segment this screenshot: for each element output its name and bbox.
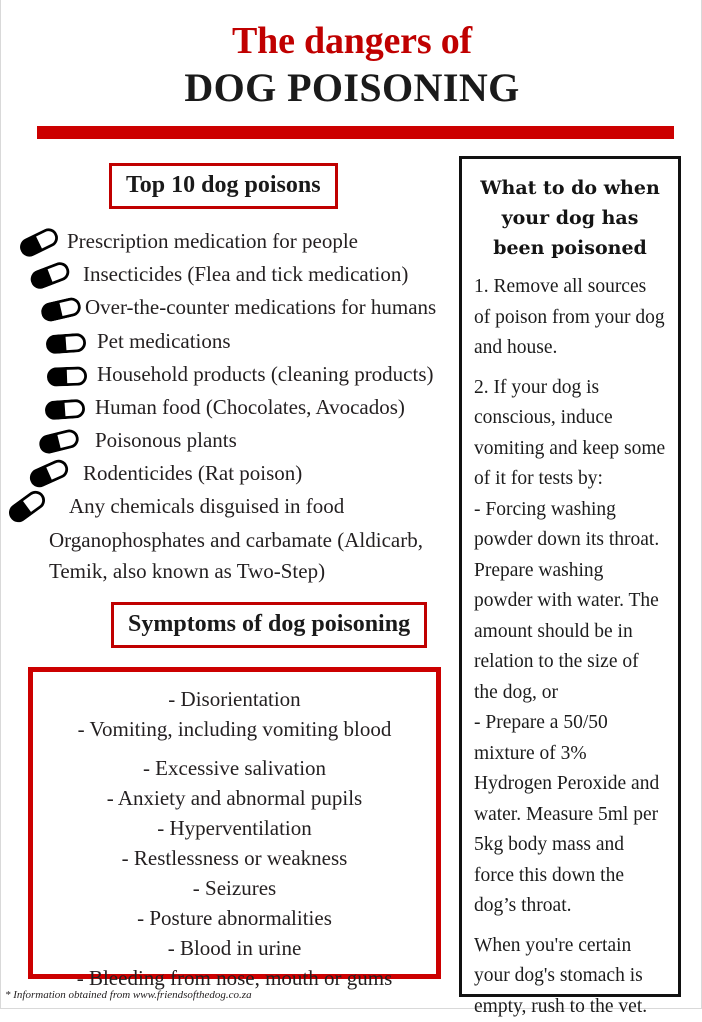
what-to-do-panel xyxy=(459,156,681,997)
pill-capsule-icon xyxy=(28,259,72,291)
pill-capsule-icon xyxy=(47,366,88,386)
list-item xyxy=(1,357,453,390)
pill-capsule-icon xyxy=(44,399,85,421)
list-item-label: Household products (cleaning products) xyxy=(97,361,434,387)
list-item-label: Insecticides (Flea and tick medication) xyxy=(83,261,408,287)
list-item-label: Any chemicals disguised in food xyxy=(69,493,344,519)
symptom-item: - Restlessness or weakness xyxy=(33,843,436,873)
pill-capsule-icon xyxy=(17,225,61,260)
poster-header xyxy=(1,0,702,111)
list-item xyxy=(1,423,453,456)
list-item xyxy=(1,258,453,291)
symptoms-heading: Symptoms of dog poisoning xyxy=(111,602,427,648)
list-item xyxy=(1,291,453,324)
left-column xyxy=(1,155,453,1001)
pill-capsule-icon xyxy=(27,457,71,491)
what-to-do-substep-peroxide: - Prepare a 50/50 mixture of 3% Hydrogen Peroxide and water. Measure 5ml per 5kg body mass and force this down the dog’s throat. xyxy=(474,708,666,922)
symptom-item: - Anxiety and abnormal pupils xyxy=(33,783,436,813)
header-red-divider xyxy=(37,126,674,139)
pill-capsule-icon xyxy=(39,296,82,324)
pill-capsule-icon xyxy=(45,333,86,355)
poison-list xyxy=(1,225,453,522)
source-footnote: * Information obtained from www.friendsofthedog.co.za xyxy=(5,988,252,1002)
symptom-item: - Seizures xyxy=(33,873,436,903)
list-item-label: Prescription medication for people xyxy=(67,228,358,254)
list-item-label: Pet medications xyxy=(97,328,231,354)
symptom-item: - Posture abnormalities xyxy=(33,903,436,933)
list-item xyxy=(1,390,453,423)
list-item-label: Poisonous plants xyxy=(95,427,237,453)
list-item-label: Over-the-counter medications for humans xyxy=(85,294,436,320)
list-item-organophosphates: Organophosphates and carbamate (Aldicarb, Temik, also known as Two-Step) xyxy=(49,525,449,587)
symptoms-box xyxy=(28,667,441,979)
title-line-2: DOG POISONING xyxy=(1,63,702,111)
symptom-item: - Blood in urine xyxy=(33,933,436,963)
list-item xyxy=(1,456,453,489)
pill-capsule-icon xyxy=(5,487,49,526)
what-to-do-step-1: 1. Remove all sources of poison from your dog and house. xyxy=(474,272,666,364)
symptom-item: - Hyperventilation xyxy=(33,813,436,843)
symptoms-heading-container xyxy=(111,602,427,648)
title-line-1: The dangers of xyxy=(1,0,702,63)
what-to-do-substep-washing-powder: - Forcing washing powder down its throat. Prepare washing powder with water. The amount should be in relation to the size of the dog, or xyxy=(474,495,666,709)
symptom-item: - Bleeding from nose, mouth or gums xyxy=(33,963,436,993)
pill-capsule-icon xyxy=(37,427,80,455)
symptom-item: - Disorientation xyxy=(33,684,436,714)
list-item-label: Rodenticides (Rat poison) xyxy=(83,460,302,486)
what-to-do-closing: When you're certain your dog's stomach is empty, rush to the vet. xyxy=(474,931,666,1022)
list-item xyxy=(1,489,453,522)
symptom-item: - Excessive salivation xyxy=(33,753,436,783)
what-to-do-title: What to do when your dog has been poisoned xyxy=(474,173,666,263)
list-item xyxy=(1,225,453,258)
top10-heading-container xyxy=(109,163,338,209)
list-item-label: Human food (Chocolates, Avocados) xyxy=(95,394,405,420)
list-item xyxy=(1,324,453,357)
symptom-item: - Vomiting, including vomiting blood xyxy=(33,714,436,744)
what-to-do-step-2: 2. If your dog is conscious, induce vomiting and keep some of it for tests by: xyxy=(474,373,666,495)
top10-heading: Top 10 dog poisons xyxy=(109,163,338,209)
